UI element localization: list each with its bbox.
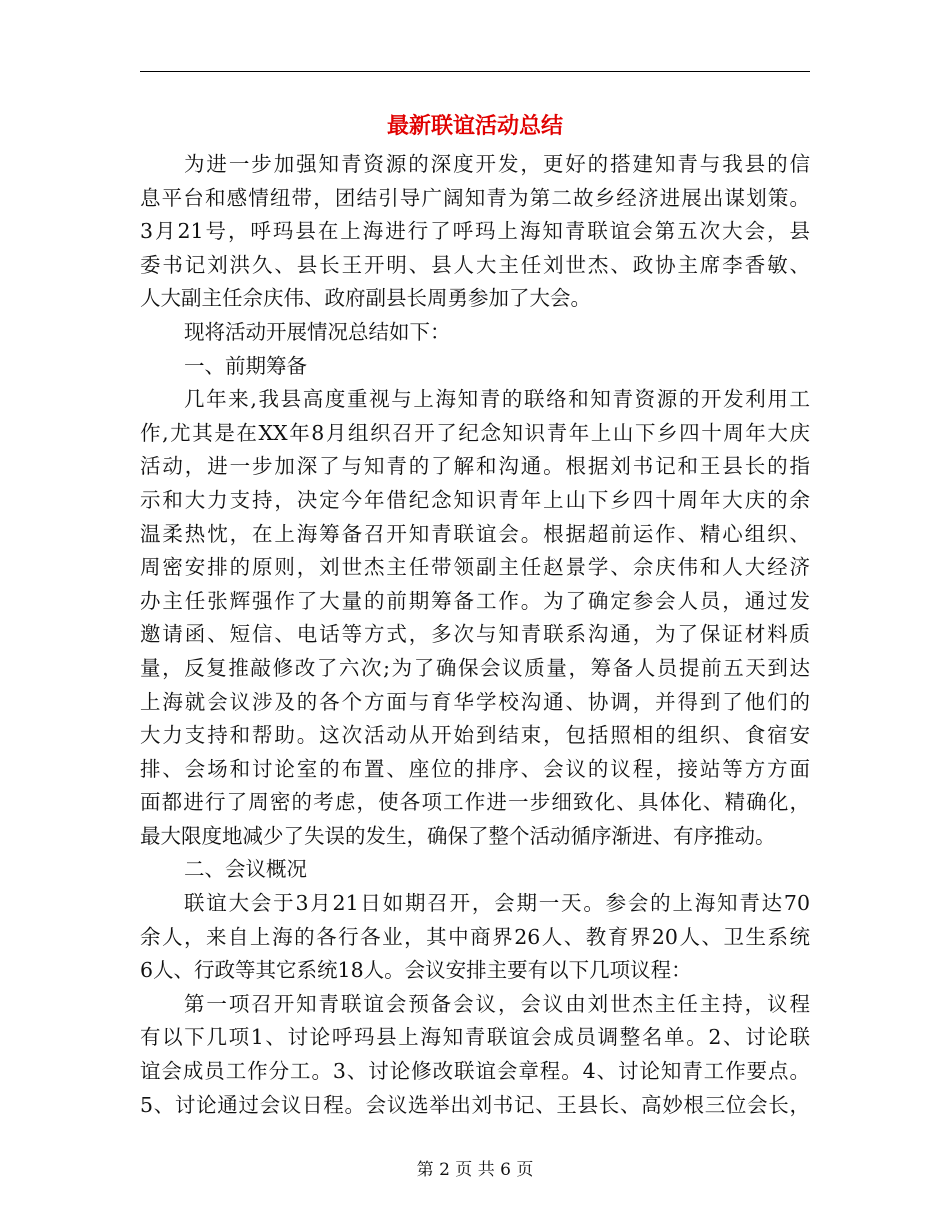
document-body xyxy=(140,148,810,1122)
document-title: 最新联谊活动总结 xyxy=(386,113,563,139)
paragraph-line: 余人，来自上海的各行各业，其中商界26人、教育界20人、卫生系统 xyxy=(140,924,810,949)
paragraph-line: 排、会场和讨论室的布置、座位的排序、会议的议程，接站等方方面 xyxy=(140,756,810,781)
paragraph-line: 有以下几项1、讨论呼玛县上海知青联谊会成员调整名单。2、讨论联 xyxy=(140,1025,810,1050)
paragraph-line: 量，反复推敲修改了六次;为了确保会议质量，筹备人员提前五天到达 xyxy=(140,655,810,680)
paragraph-line: 面都进行了周密的考虑，使各项工作进一步细致化、具体化、精确化， xyxy=(140,790,810,815)
paragraph-line: 委书记刘洪久、县长王开明、县人大主任刘世杰、政协主席李香敏、 xyxy=(140,252,810,277)
paragraph-line: 二、会议概况 xyxy=(184,857,307,882)
paragraph-line: 谊会成员工作分工。3、讨论修改联谊会章程。4、讨论知青工作要点。 xyxy=(140,1059,810,1084)
paragraph-line: 息平台和感情纽带，团结引导广阔知青为第二故乡经济进展出谋划策。 xyxy=(140,185,810,210)
paragraph-line: 示和大力支持，决定今年借纪念知识青年上山下乡四十周年大庆的余 xyxy=(140,487,810,512)
page-number: 第 2 页 共 6 页 xyxy=(416,1160,534,1180)
paragraph-line: 温柔热忱，在上海筹备召开知青联谊会。根据超前运作、精心组织、 xyxy=(140,521,810,546)
paragraph-line: 办主任张辉强作了大量的前期筹备工作。为了确定参会人员，通过发 xyxy=(140,588,810,613)
paragraph-line: 最大限度地减少了失误的发生，确保了整个活动循序渐进、有序推动。 xyxy=(140,823,776,848)
paragraph-line: 周密安排的原则，刘世杰主任带领副主任赵景学、佘庆伟和人大经济 xyxy=(140,555,810,580)
paragraph-line: 5、讨论通过会议日程。会议选举出刘书记、王县长、高妙根三位会长， xyxy=(140,1092,810,1117)
paragraph-line: 第一项召开知青联谊会预备会议，会议由刘世杰主任主持，议程 xyxy=(184,991,810,1016)
header-rule xyxy=(140,71,810,72)
paragraph-line: 活动，进一步加深了与知青的了解和沟通。根据刘书记和王县长的指 xyxy=(140,454,810,479)
paragraph-line: 为进一步加强知青资源的深度开发，更好的搭建知青与我县的信 xyxy=(184,152,810,176)
paragraph-line: 上海就会议涉及的各个方面与育华学校沟通、协调，并得到了他们的 xyxy=(140,689,810,714)
paragraph-line: 几年来,我县高度重视与上海知青的联络和知青资源的开发利用工 xyxy=(184,387,810,412)
paragraph-line: 一、前期筹备 xyxy=(184,353,307,378)
paragraph-line: 现将活动开展情况总结如下： xyxy=(184,319,451,344)
paragraph-line: 联谊大会于3月21日如期召开，会期一天。参会的上海知青达70 xyxy=(184,891,810,916)
paragraph-line: 邀请函、短信、电话等方式，多次与知青联系沟通，为了保证材料质 xyxy=(140,622,810,647)
paragraph-line: 3月21号，呼玛县在上海进行了呼玛上海知青联谊会第五次大会，县 xyxy=(140,219,810,244)
paragraph-line: 人大副主任佘庆伟、政府副县长周勇参加了大会。 xyxy=(140,286,591,311)
paragraph-line: 作,尤其是在XX年8月组织召开了纪念知识青年上山下乡四十周年大庆 xyxy=(140,420,810,445)
paragraph-line: 6人、行政等其它系统18人。会议安排主要有以下几项议程： xyxy=(140,958,692,983)
paragraph-line: 大力支持和帮助。这次活动从开始到结束，包括照相的组织、食宿安 xyxy=(140,723,810,748)
